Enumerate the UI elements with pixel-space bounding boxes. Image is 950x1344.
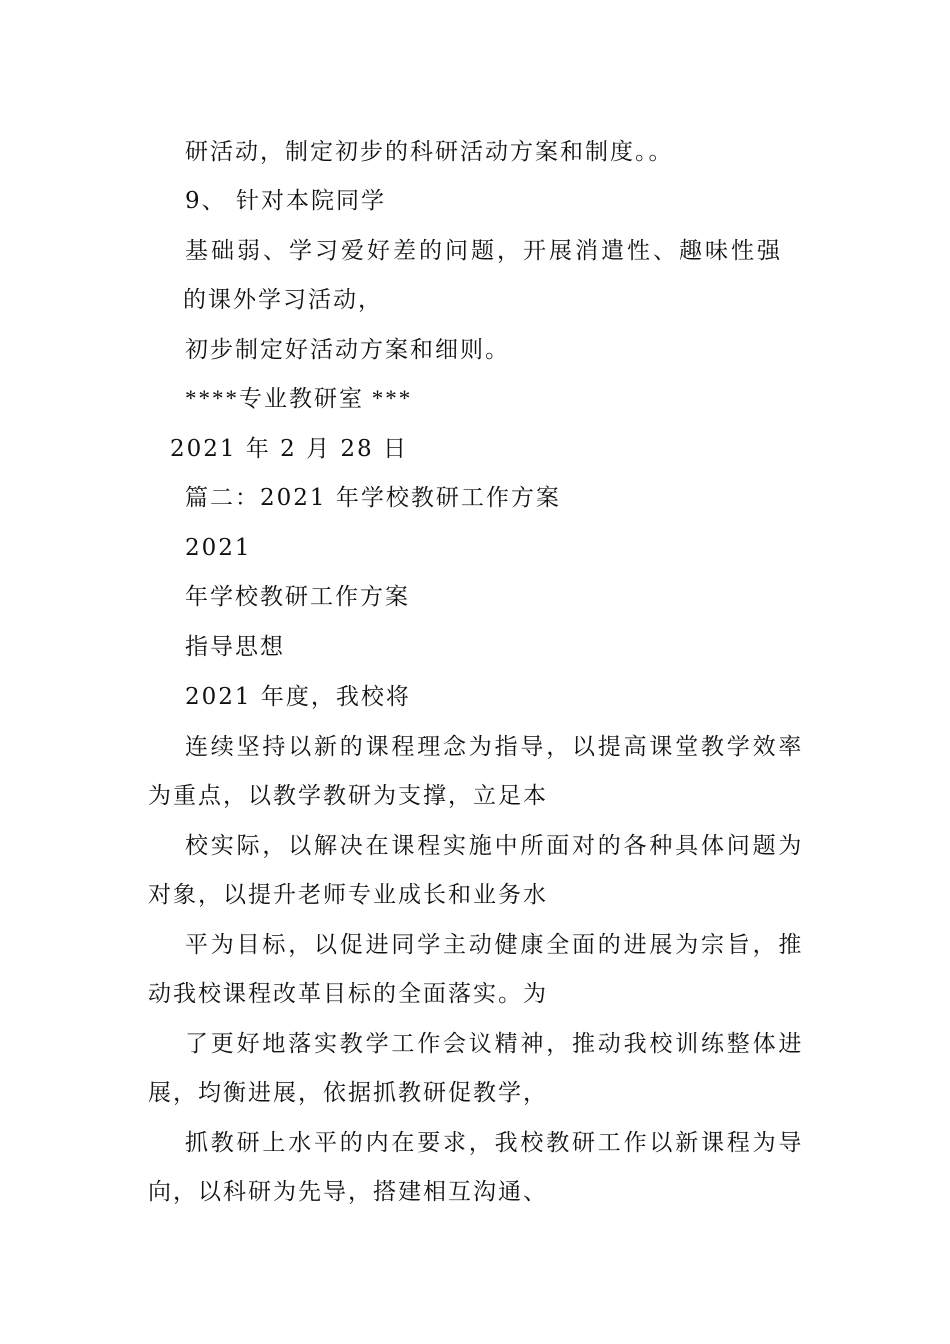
text-line: 9、 针对本院同学 <box>185 188 386 214</box>
text-line: 年学校教研工作方案 <box>185 584 410 610</box>
text-line: 抓教研上水平的内在要求，我校教研工作以新课程为导 <box>185 1130 805 1156</box>
date-line: 2021 年 2 月 28 日 <box>170 436 408 462</box>
text-line: 校实际，以解决在课程实施中所面对的各种具体问题为 <box>185 833 805 859</box>
text-line: 基础弱、学习爱好差的问题，开展消遣性、趣味性强 <box>185 238 783 264</box>
text-line: 为重点，以教学教研为支撑，立足本 <box>148 783 548 809</box>
text-line: 连续坚持以新的课程理念为指导，以提高课堂教学效率 <box>185 734 805 760</box>
text-line: 平为目标，以促进同学主动健康全面的进展为宗旨，推 <box>185 932 805 958</box>
section-title: 篇二：2021 年学校教研工作方案 <box>185 485 561 511</box>
text-line: 向，以科研为先导，搭建相互沟通、 <box>148 1179 548 1205</box>
text-line: 对象，以提升老师专业成长和业务水 <box>148 882 548 908</box>
text-line: 研活动，制定初步的科研活动方案和制度。。 <box>185 139 674 165</box>
text-line: 2021 年度，我校将 <box>185 684 411 710</box>
subheading: 指导思想 <box>185 634 285 660</box>
text-line: 的课外学习活动， <box>183 287 383 313</box>
text-line: 初步制定好活动方案和细则。 <box>185 337 510 363</box>
department-signature: ****专业教研室 *** <box>185 386 413 411</box>
text-line: 展，均衡进展，依据抓教研促教学， <box>148 1080 548 1106</box>
text-line: 动我校课程改革目标的全面落实。为 <box>148 981 548 1007</box>
text-line: 了更好地落实教学工作会议精神，推动我校训练整体进 <box>185 1031 805 1057</box>
text-line: 2021 <box>185 535 252 561</box>
